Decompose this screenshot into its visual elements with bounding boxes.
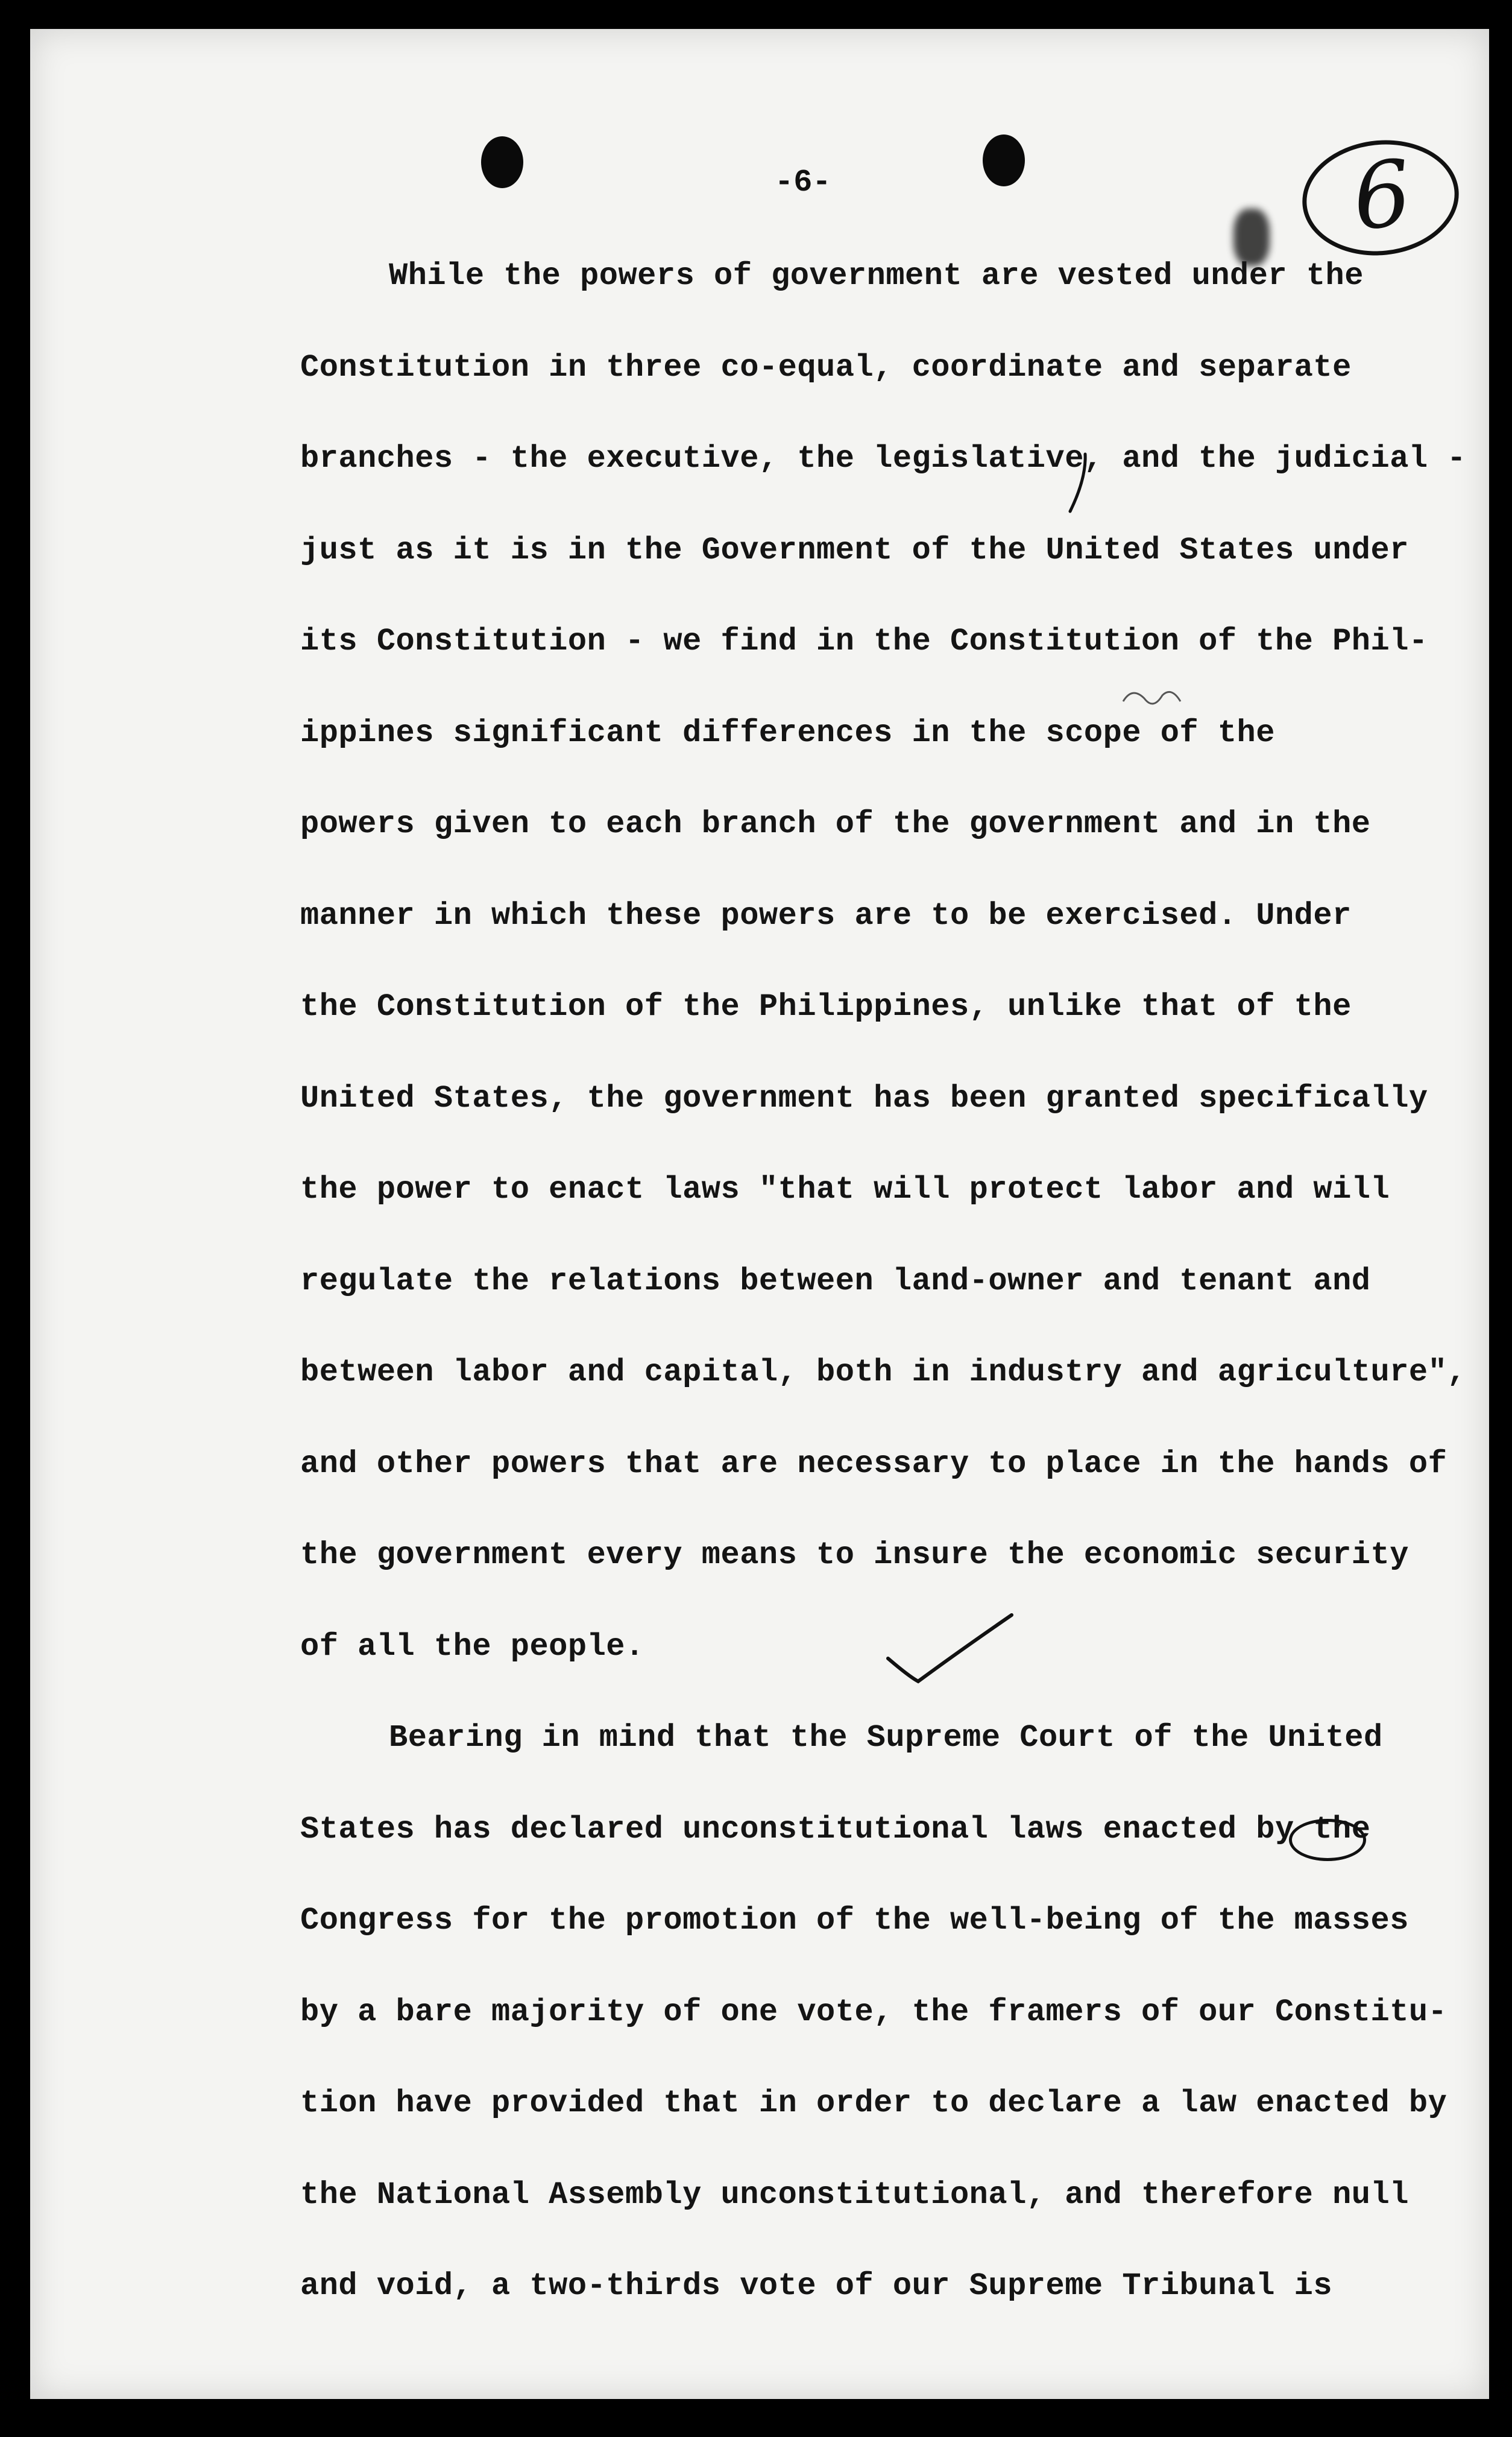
handwritten-page-annotation <box>1297 133 1464 263</box>
text-line: just as it is in the Government of the United States under <box>300 532 1409 568</box>
text-line: between labor and capital, both in industry and agriculture", <box>300 1354 1467 1390</box>
text-line: tion have provided that in order to declare a law enacted by <box>300 2085 1447 2121</box>
punch-hole-right <box>983 134 1025 186</box>
annotation-number: 6 <box>1347 141 1416 251</box>
text-line: the government every means to insure the economic security <box>300 1537 1409 1573</box>
text-line: Bearing in mind that the Supreme Court of the United <box>389 1720 1383 1756</box>
text-line: powers given to each branch of the government and in the <box>300 806 1371 842</box>
page-number: -6- <box>775 165 831 200</box>
ink-blot <box>1233 209 1270 266</box>
document-page <box>30 29 1489 2399</box>
text-line: and void, a two-thirds vote of our Supreme Tribunal is <box>300 2268 1333 2304</box>
text-line: the power to enact laws "that will protect labor and will <box>300 1172 1390 1207</box>
text-line: the National Assembly unconstitutional, and therefore null <box>300 2176 1409 2213</box>
text-line: United States, the government has been granted specifically <box>300 1080 1428 1116</box>
text-line: its Constitution - we find in the Constitution of the Phil- <box>300 624 1428 659</box>
text-line: and other powers that are necessary to place in the hands of <box>300 1446 1447 1482</box>
punch-hole-left <box>481 136 523 188</box>
text-line: Congress for the promotion of the well-being of the masses <box>300 1903 1409 1938</box>
checkmark-icon <box>885 1610 1018 1689</box>
text-line: regulate the relations between land-owner and tenant and <box>300 1263 1371 1299</box>
circled-word-annotation <box>1289 1819 1366 1861</box>
text-line: by a bare majority of one vote, the framers of our Constitu- <box>300 1994 1447 2030</box>
pencil-scribble-mark <box>1120 683 1186 719</box>
text-line: of all the people. <box>300 1628 644 1664</box>
text-line: States has declared unconstitutional laws enacted by the <box>300 1811 1371 1847</box>
text-line: ippines significant differences in the scope of the <box>300 715 1275 751</box>
text-line: the Constitution of the Philippines, unlike that of the <box>300 989 1352 1025</box>
comma-insert-mark <box>1067 451 1091 517</box>
text-line: manner in which these powers are to be exercised. Under <box>300 897 1352 934</box>
text-line: Constitution in three co-equal, coordinate and separate <box>300 349 1352 385</box>
text-line: While the powers of government are vested under the <box>389 258 1364 294</box>
text-line: branches - the executive, the legislative, and the judicial - <box>300 441 1467 476</box>
